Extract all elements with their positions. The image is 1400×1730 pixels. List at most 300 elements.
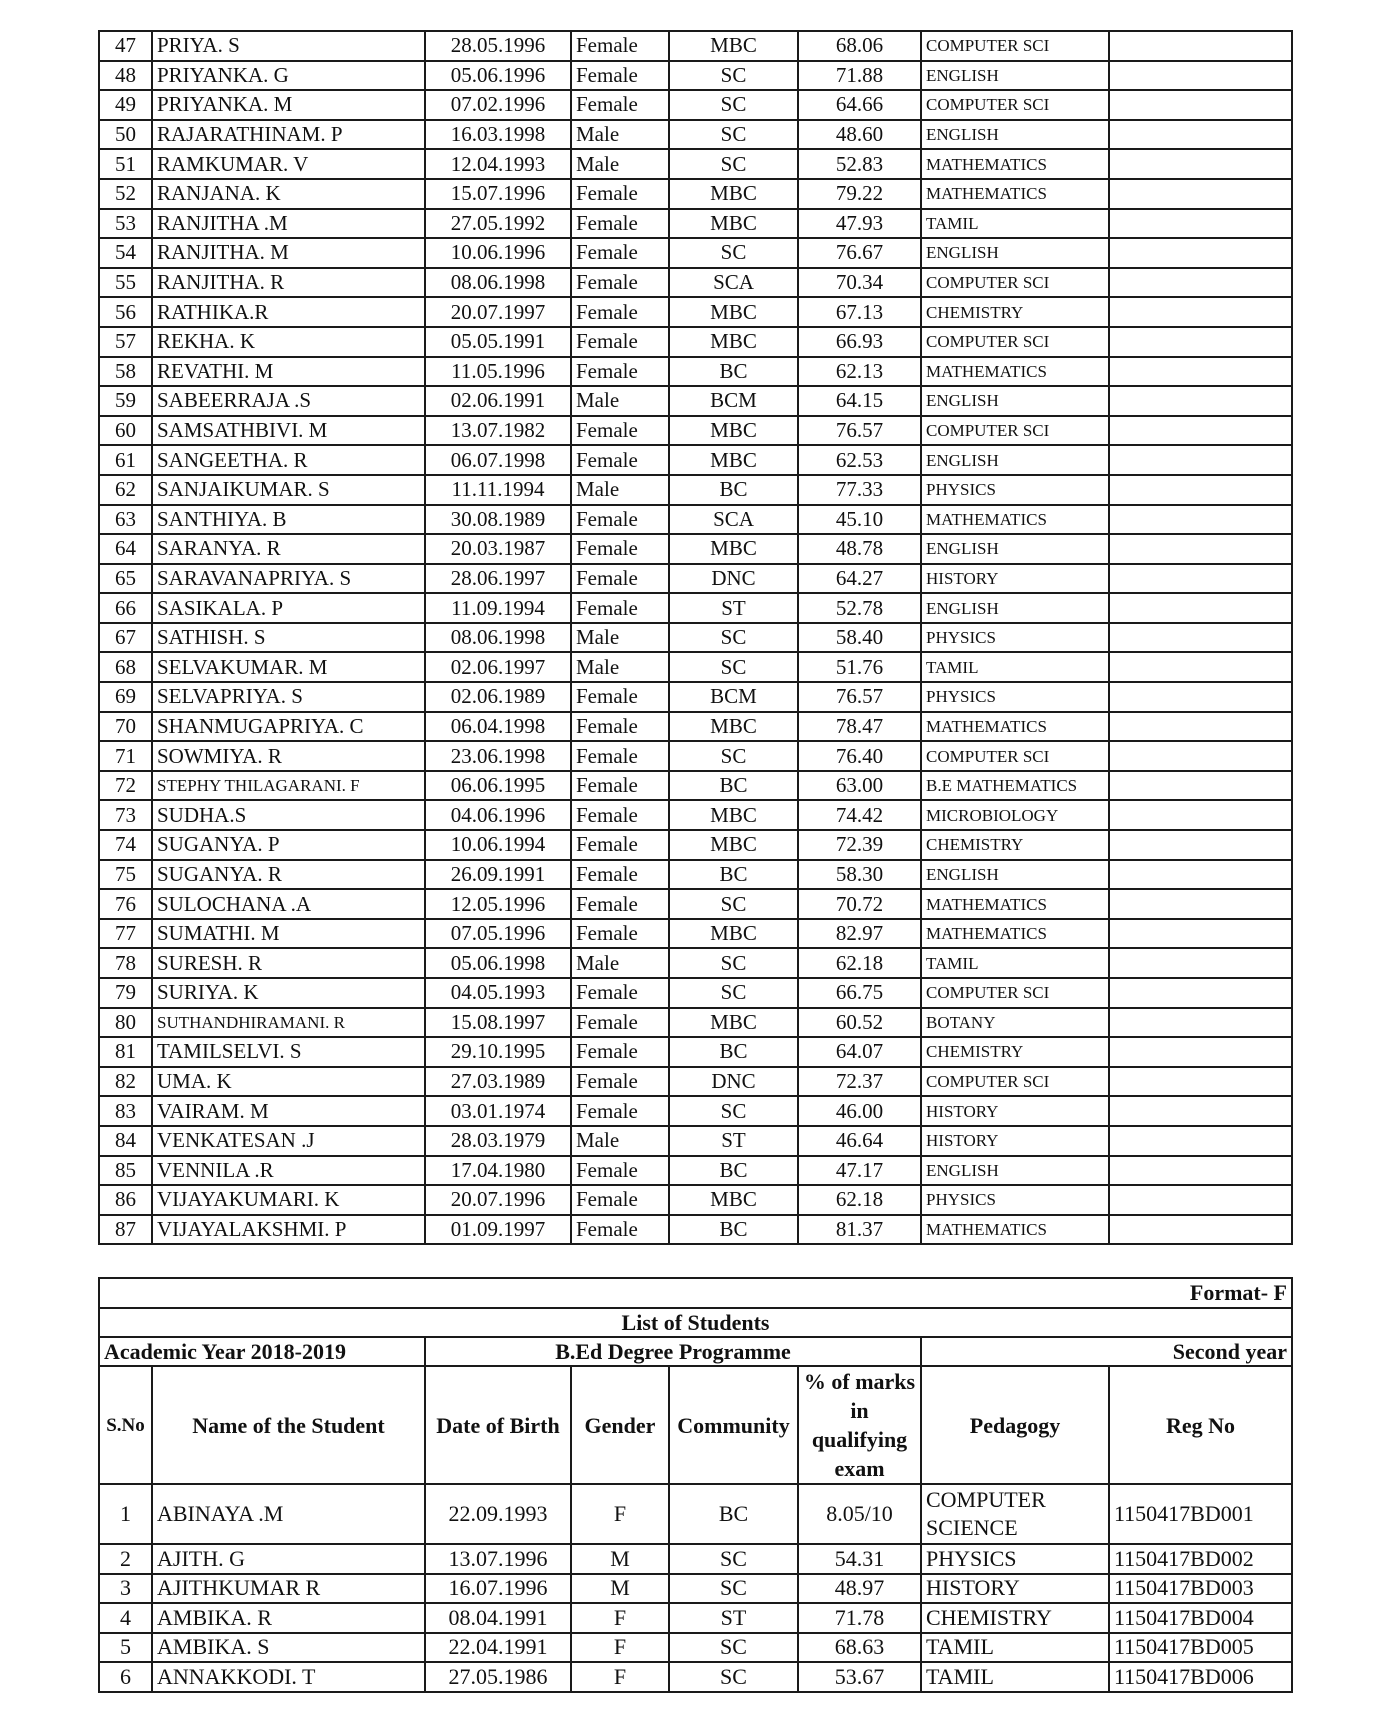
pedagogy: ENGLISH — [921, 120, 1109, 150]
marks-percent: 62.13 — [798, 357, 921, 387]
pedagogy: ENGLISH — [921, 534, 1109, 564]
pedagogy: MATHEMATICS — [921, 505, 1109, 535]
student-name: PRIYANKA. G — [152, 61, 425, 91]
date-of-birth: 02.06.1989 — [425, 682, 571, 712]
table-row — [99, 860, 1292, 890]
community: BCM — [669, 386, 798, 416]
pedagogy: MATHEMATICS — [921, 149, 1109, 179]
community: SC — [669, 978, 798, 1008]
marks-percent: 46.00 — [798, 1096, 921, 1126]
pedagogy: TAMIL — [921, 948, 1109, 978]
gender: Female — [571, 327, 669, 357]
pedagogy: B.E MATHEMATICS — [921, 771, 1109, 801]
serial-number: 72 — [99, 771, 152, 801]
community: BC — [669, 1037, 798, 1067]
gender: Female — [571, 830, 669, 860]
reg-no — [1109, 357, 1292, 387]
marks-percent: 48.97 — [798, 1574, 921, 1604]
serial-number: 85 — [99, 1156, 152, 1186]
gender: Male — [571, 149, 669, 179]
pedagogy: HISTORY — [921, 1574, 1109, 1604]
community: MBC — [669, 297, 798, 327]
reg-no — [1109, 209, 1292, 239]
marks-percent: 64.66 — [798, 90, 921, 120]
gender: M — [571, 1574, 669, 1604]
community: BCM — [669, 682, 798, 712]
reg-no — [1109, 830, 1292, 860]
pedagogy: CHEMISTRY — [921, 1037, 1109, 1067]
pedagogy: COMPUTER SCI — [921, 978, 1109, 1008]
marks-percent: 70.34 — [798, 268, 921, 298]
pedagogy: MICROBIOLOGY — [921, 800, 1109, 830]
student-name: SARANYA. R — [152, 534, 425, 564]
community: MBC — [669, 327, 798, 357]
gender: Female — [571, 357, 669, 387]
student-name: UMA. K — [152, 1067, 425, 1097]
marks-percent: 58.40 — [798, 623, 921, 653]
student-name: SASIKALA. P — [152, 593, 425, 623]
date-of-birth: 15.07.1996 — [425, 179, 571, 209]
gender: Female — [571, 682, 669, 712]
table-row — [99, 1126, 1292, 1156]
pedagogy: TAMIL — [921, 209, 1109, 239]
table-row — [99, 889, 1292, 919]
community: ST — [669, 593, 798, 623]
table-row — [99, 1484, 1292, 1544]
reg-no: 1150417BD004 — [1109, 1603, 1292, 1633]
table-row — [99, 1662, 1292, 1692]
pedagogy: CHEMISTRY — [921, 1603, 1109, 1633]
table-row — [99, 593, 1292, 623]
serial-number: 63 — [99, 505, 152, 535]
serial-number: 80 — [99, 1008, 152, 1038]
reg-no — [1109, 889, 1292, 919]
community: BC — [669, 1156, 798, 1186]
header-dob: Date of Birth — [425, 1366, 571, 1484]
marks-percent: 51.76 — [798, 652, 921, 682]
date-of-birth: 13.07.1982 — [425, 416, 571, 446]
student-name: SHANMUGAPRIYA. C — [152, 712, 425, 742]
reg-no — [1109, 149, 1292, 179]
gender: Female — [571, 1185, 669, 1215]
table-row — [99, 1037, 1292, 1067]
table-row — [99, 1008, 1292, 1038]
pedagogy: TAMIL — [921, 1633, 1109, 1663]
student-name: PRIYANKA. M — [152, 90, 425, 120]
table-row — [99, 712, 1292, 742]
table-row — [99, 149, 1292, 179]
gender: Female — [571, 1096, 669, 1126]
date-of-birth: 05.05.1991 — [425, 327, 571, 357]
date-of-birth: 26.09.1991 — [425, 860, 571, 890]
student-name: SURESH. R — [152, 948, 425, 978]
gender: Female — [571, 919, 669, 949]
marks-percent: 68.06 — [798, 31, 921, 61]
header-sno: S.No — [99, 1366, 152, 1484]
community: DNC — [669, 1067, 798, 1097]
header-name: Name of the Student — [152, 1366, 425, 1484]
serial-number: 65 — [99, 564, 152, 594]
marks-percent: 52.83 — [798, 149, 921, 179]
reg-no — [1109, 475, 1292, 505]
table-row — [99, 1215, 1292, 1245]
serial-number: 52 — [99, 179, 152, 209]
pedagogy: MATHEMATICS — [921, 1215, 1109, 1245]
marks-percent: 76.57 — [798, 682, 921, 712]
serial-number: 5 — [99, 1633, 152, 1663]
marks-percent: 66.75 — [798, 978, 921, 1008]
reg-no — [1109, 297, 1292, 327]
serial-number: 3 — [99, 1574, 152, 1604]
pedagogy: ENGLISH — [921, 1156, 1109, 1186]
gender: Female — [571, 1008, 669, 1038]
community: MBC — [669, 919, 798, 949]
community: SC — [669, 120, 798, 150]
community: SC — [669, 1544, 798, 1574]
reg-no — [1109, 268, 1292, 298]
gender: Female — [571, 771, 669, 801]
student-name: SUDHA.S — [152, 800, 425, 830]
gender: Female — [571, 416, 669, 446]
pedagogy: ENGLISH — [921, 860, 1109, 890]
reg-no — [1109, 712, 1292, 742]
reg-no — [1109, 1096, 1292, 1126]
gender: Female — [571, 860, 669, 890]
date-of-birth: 08.06.1998 — [425, 623, 571, 653]
pedagogy: COMPUTER SCI — [921, 268, 1109, 298]
student-name: RATHIKA.R — [152, 297, 425, 327]
date-of-birth: 22.04.1991 — [425, 1633, 571, 1663]
gender: Female — [571, 1215, 669, 1245]
reg-no — [1109, 978, 1292, 1008]
community: MBC — [669, 179, 798, 209]
marks-percent: 68.63 — [798, 1633, 921, 1663]
marks-percent: 54.31 — [798, 1544, 921, 1574]
marks-percent: 70.72 — [798, 889, 921, 919]
community: SCA — [669, 268, 798, 298]
pedagogy: MATHEMATICS — [921, 179, 1109, 209]
table-row — [99, 416, 1292, 446]
student-name: VENKATESAN .J — [152, 1126, 425, 1156]
reg-no — [1109, 593, 1292, 623]
community: BC — [669, 860, 798, 890]
student-name: VIJAYAKUMARI. K — [152, 1185, 425, 1215]
table-row — [99, 948, 1292, 978]
community: MBC — [669, 800, 798, 830]
date-of-birth: 23.06.1998 — [425, 741, 571, 771]
date-of-birth: 02.06.1997 — [425, 652, 571, 682]
gender: Female — [571, 505, 669, 535]
pedagogy: CHEMISTRY — [921, 297, 1109, 327]
reg-no — [1109, 416, 1292, 446]
date-of-birth: 16.03.1998 — [425, 120, 571, 150]
reg-no — [1109, 534, 1292, 564]
serial-number: 49 — [99, 90, 152, 120]
student-name: SAMSATHBIVI. M — [152, 416, 425, 446]
pedagogy: PHYSICS — [921, 1185, 1109, 1215]
community: MBC — [669, 534, 798, 564]
serial-number: 79 — [99, 978, 152, 1008]
date-of-birth: 29.10.1995 — [425, 1037, 571, 1067]
gender: Female — [571, 1156, 669, 1186]
gender: Female — [571, 209, 669, 239]
date-of-birth: 10.06.1996 — [425, 238, 571, 268]
student-name: SARAVANAPRIYA. S — [152, 564, 425, 594]
gender: F — [571, 1662, 669, 1692]
pedagogy: TAMIL — [921, 652, 1109, 682]
marks-percent: 64.27 — [798, 564, 921, 594]
serial-number: 73 — [99, 800, 152, 830]
student-name: TAMILSELVI. S — [152, 1037, 425, 1067]
reg-no — [1109, 445, 1292, 475]
student-name: AMBIKA. R — [152, 1603, 425, 1633]
table-row — [99, 357, 1292, 387]
student-list-table-continued — [98, 30, 1293, 1245]
pedagogy: ENGLISH — [921, 445, 1109, 475]
community: SC — [669, 1662, 798, 1692]
serial-number: 71 — [99, 741, 152, 771]
date-of-birth: 04.06.1996 — [425, 800, 571, 830]
table-row — [99, 741, 1292, 771]
student-name: VENNILA .R — [152, 1156, 425, 1186]
reg-no — [1109, 919, 1292, 949]
marks-percent: 72.39 — [798, 830, 921, 860]
header-community: Community — [669, 1366, 798, 1484]
pedagogy: PHYSICS — [921, 623, 1109, 653]
reg-no — [1109, 623, 1292, 653]
reg-no — [1109, 386, 1292, 416]
student-name: SANTHIYA. B — [152, 505, 425, 535]
marks-percent: 66.93 — [798, 327, 921, 357]
pedagogy: HISTORY — [921, 1096, 1109, 1126]
header-gender: Gender — [571, 1366, 669, 1484]
gender: F — [571, 1484, 669, 1544]
marks-percent: 47.17 — [798, 1156, 921, 1186]
pedagogy: HISTORY — [921, 564, 1109, 594]
table-row — [99, 238, 1292, 268]
marks-percent: 63.00 — [798, 771, 921, 801]
community: BC — [669, 771, 798, 801]
pedagogy: COMPUTER SCI — [921, 327, 1109, 357]
reg-no — [1109, 61, 1292, 91]
student-name: AMBIKA. S — [152, 1633, 425, 1663]
date-of-birth: 27.05.1992 — [425, 209, 571, 239]
reg-no: 1150417BD001 — [1109, 1484, 1292, 1544]
community: MBC — [669, 445, 798, 475]
pedagogy: PHYSICS — [921, 1544, 1109, 1574]
date-of-birth: 06.06.1995 — [425, 771, 571, 801]
community: ST — [669, 1603, 798, 1633]
table-row — [99, 771, 1292, 801]
gender: Male — [571, 475, 669, 505]
community: SC — [669, 623, 798, 653]
pedagogy: PHYSICS — [921, 475, 1109, 505]
pedagogy: CHEMISTRY — [921, 830, 1109, 860]
serial-number: 70 — [99, 712, 152, 742]
serial-number: 84 — [99, 1126, 152, 1156]
community: MBC — [669, 830, 798, 860]
table-row — [99, 1067, 1292, 1097]
reg-no — [1109, 31, 1292, 61]
community: ST — [669, 1126, 798, 1156]
reg-no: 1150417BD003 — [1109, 1574, 1292, 1604]
reg-no — [1109, 860, 1292, 890]
community: SC — [669, 948, 798, 978]
pedagogy: PHYSICS — [921, 682, 1109, 712]
reg-no — [1109, 90, 1292, 120]
marks-percent: 62.53 — [798, 445, 921, 475]
student-name: SATHISH. S — [152, 623, 425, 653]
community: MBC — [669, 712, 798, 742]
community: MBC — [669, 209, 798, 239]
pedagogy: MATHEMATICS — [921, 919, 1109, 949]
serial-number: 87 — [99, 1215, 152, 1245]
serial-number: 82 — [99, 1067, 152, 1097]
pedagogy: MATHEMATICS — [921, 712, 1109, 742]
pedagogy: HISTORY — [921, 1126, 1109, 1156]
student-name: RANJITHA. M — [152, 238, 425, 268]
community: SC — [669, 238, 798, 268]
marks-percent: 74.42 — [798, 800, 921, 830]
marks-percent: 81.37 — [798, 1215, 921, 1245]
table-row — [99, 445, 1292, 475]
marks-percent: 62.18 — [798, 948, 921, 978]
community: MBC — [669, 31, 798, 61]
community: BC — [669, 357, 798, 387]
community: SC — [669, 61, 798, 91]
community: DNC — [669, 564, 798, 594]
student-name: SUMATHI. M — [152, 919, 425, 949]
gender: Female — [571, 1037, 669, 1067]
student-name: PRIYA. S — [152, 31, 425, 61]
date-of-birth: 05.06.1998 — [425, 948, 571, 978]
marks-percent: 64.15 — [798, 386, 921, 416]
table-row — [99, 475, 1292, 505]
pedagogy: COMPUTER SCI — [921, 741, 1109, 771]
reg-no — [1109, 1156, 1292, 1186]
serial-number: 78 — [99, 948, 152, 978]
gender: Female — [571, 1067, 669, 1097]
marks-percent: 67.13 — [798, 297, 921, 327]
pedagogy: COMPUTER SCI — [921, 416, 1109, 446]
table-row — [99, 800, 1292, 830]
date-of-birth: 30.08.1989 — [425, 505, 571, 535]
pedagogy: BOTANY — [921, 1008, 1109, 1038]
student-name: SUGANYA. P — [152, 830, 425, 860]
student-name: RAMKUMAR. V — [152, 149, 425, 179]
reg-no — [1109, 682, 1292, 712]
serial-number: 56 — [99, 297, 152, 327]
serial-number: 74 — [99, 830, 152, 860]
reg-no — [1109, 741, 1292, 771]
table-row — [99, 61, 1292, 91]
gender: Female — [571, 90, 669, 120]
table-row — [99, 830, 1292, 860]
student-name: AJITHKUMAR R — [152, 1574, 425, 1604]
pedagogy: ENGLISH — [921, 61, 1109, 91]
serial-number: 2 — [99, 1544, 152, 1574]
table-row — [99, 386, 1292, 416]
reg-no — [1109, 179, 1292, 209]
serial-number: 6 — [99, 1662, 152, 1692]
marks-percent: 77.33 — [798, 475, 921, 505]
date-of-birth: 12.05.1996 — [425, 889, 571, 919]
reg-no — [1109, 1067, 1292, 1097]
date-of-birth: 11.09.1994 — [425, 593, 571, 623]
date-of-birth: 02.06.1991 — [425, 386, 571, 416]
date-of-birth: 20.07.1997 — [425, 297, 571, 327]
date-of-birth: 04.05.1993 — [425, 978, 571, 1008]
gender: Female — [571, 268, 669, 298]
gender: Female — [571, 61, 669, 91]
community: SC — [669, 149, 798, 179]
gender: Female — [571, 564, 669, 594]
header-pedagogy: Pedagogy — [921, 1366, 1109, 1484]
student-name: SOWMIYA. R — [152, 741, 425, 771]
student-name: SELVAPRIYA. S — [152, 682, 425, 712]
reg-no — [1109, 1037, 1292, 1067]
serial-number: 62 — [99, 475, 152, 505]
table-row — [99, 534, 1292, 564]
student-name: SANGEETHA. R — [152, 445, 425, 475]
date-of-birth: 17.04.1980 — [425, 1156, 571, 1186]
community: BC — [669, 1215, 798, 1245]
pedagogy: TAMIL — [921, 1662, 1109, 1692]
pedagogy: COMPUTER SCI — [921, 1067, 1109, 1097]
pedagogy: COMPUTER SCI — [921, 90, 1109, 120]
marks-percent: 62.18 — [798, 1185, 921, 1215]
pedagogy: ENGLISH — [921, 386, 1109, 416]
student-name: SUTHANDHIRAMANI. R — [152, 1008, 425, 1038]
table-row — [99, 179, 1292, 209]
gender: Female — [571, 445, 669, 475]
date-of-birth: 03.01.1974 — [425, 1096, 571, 1126]
gender: Male — [571, 386, 669, 416]
table-row — [99, 268, 1292, 298]
marks-percent: 48.78 — [798, 534, 921, 564]
marks-percent: 52.78 — [798, 593, 921, 623]
gender: F — [571, 1633, 669, 1663]
community: MBC — [669, 416, 798, 446]
student-name: SELVAKUMAR. M — [152, 652, 425, 682]
gender: Male — [571, 1126, 669, 1156]
date-of-birth: 22.09.1993 — [425, 1484, 571, 1544]
reg-no — [1109, 1185, 1292, 1215]
table-row — [99, 1603, 1292, 1633]
table-row — [99, 1544, 1292, 1574]
marks-percent: 64.07 — [798, 1037, 921, 1067]
community: SC — [669, 90, 798, 120]
table-row — [99, 978, 1292, 1008]
marks-percent: 8.05/10 — [798, 1484, 921, 1544]
marks-percent: 48.60 — [798, 120, 921, 150]
serial-number: 55 — [99, 268, 152, 298]
date-of-birth: 11.05.1996 — [425, 357, 571, 387]
student-name: AJITH. G — [152, 1544, 425, 1574]
marks-percent: 58.30 — [798, 860, 921, 890]
serial-number: 57 — [99, 327, 152, 357]
table-row — [99, 682, 1292, 712]
date-of-birth: 06.07.1998 — [425, 445, 571, 475]
year-label: Second year — [921, 1337, 1292, 1366]
marks-percent: 78.47 — [798, 712, 921, 742]
serial-number: 69 — [99, 682, 152, 712]
date-of-birth: 28.06.1997 — [425, 564, 571, 594]
header-reg-no: Reg No — [1109, 1366, 1292, 1484]
serial-number: 81 — [99, 1037, 152, 1067]
marks-percent: 72.37 — [798, 1067, 921, 1097]
date-of-birth: 07.02.1996 — [425, 90, 571, 120]
